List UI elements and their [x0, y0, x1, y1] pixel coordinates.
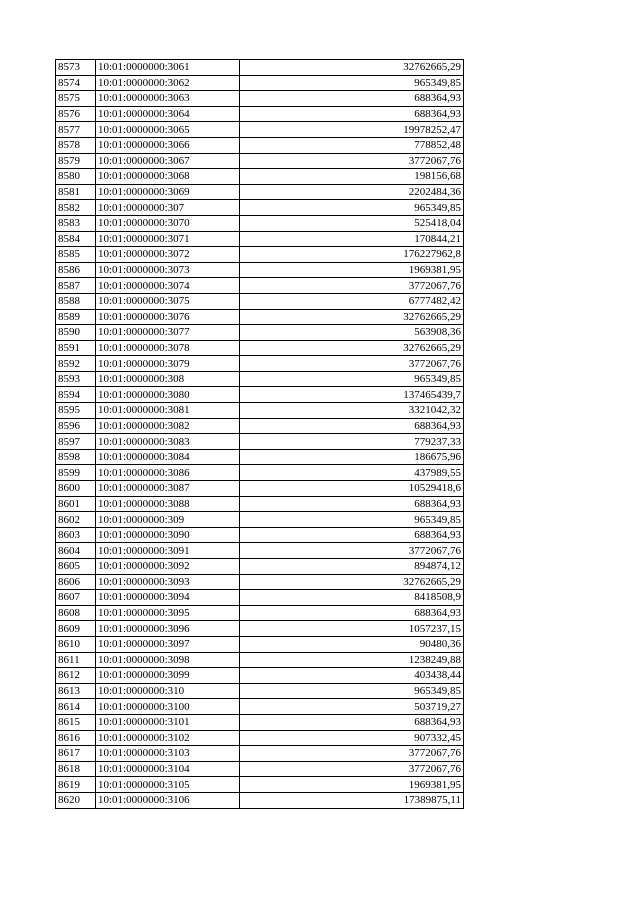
cadastral-number-cell: 10:01:0000000:3065 [96, 122, 240, 138]
cadastral-number-cell: 10:01:0000000:3083 [96, 434, 240, 450]
value-cell: 1969381,95 [240, 777, 464, 793]
row-number-cell: 8592 [56, 356, 96, 372]
value-cell: 3772067,76 [240, 543, 464, 559]
value-cell: 32762665,29 [240, 574, 464, 590]
table-row [56, 122, 464, 138]
table-row [56, 356, 464, 372]
cadastral-number-cell: 10:01:0000000:3063 [96, 91, 240, 107]
cadastral-number-cell: 10:01:0000000:3073 [96, 262, 240, 278]
cadastral-number-cell: 10:01:0000000:3103 [96, 746, 240, 762]
row-number-cell: 8612 [56, 668, 96, 684]
cadastral-number-cell: 10:01:0000000:3100 [96, 699, 240, 715]
row-number-cell: 8596 [56, 418, 96, 434]
value-cell: 17389875,11 [240, 792, 464, 808]
value-cell: 1057237,15 [240, 621, 464, 637]
table-row [56, 262, 464, 278]
cadastral-values-table [55, 59, 464, 809]
value-cell: 6777482,42 [240, 293, 464, 309]
table-row [56, 309, 464, 325]
value-cell: 137465439,7 [240, 387, 464, 403]
table-row [56, 559, 464, 575]
table-body [56, 60, 464, 809]
cadastral-number-cell: 10:01:0000000:3066 [96, 137, 240, 153]
cadastral-number-cell: 10:01:0000000:3079 [96, 356, 240, 372]
table-row [56, 621, 464, 637]
cadastral-number-cell: 10:01:0000000:3075 [96, 293, 240, 309]
table-row [56, 777, 464, 793]
row-number-cell: 8615 [56, 714, 96, 730]
value-cell: 3772067,76 [240, 278, 464, 294]
table-row [56, 247, 464, 263]
row-number-cell: 8619 [56, 777, 96, 793]
value-cell: 2202484,36 [240, 184, 464, 200]
value-cell: 688364,93 [240, 605, 464, 621]
cadastral-number-cell: 10:01:0000000:3098 [96, 652, 240, 668]
table-row [56, 434, 464, 450]
value-cell: 965349,85 [240, 200, 464, 216]
row-number-cell: 8597 [56, 434, 96, 450]
table-row [56, 481, 464, 497]
cadastral-number-cell: 10:01:0000000:307 [96, 200, 240, 216]
value-cell: 965349,85 [240, 683, 464, 699]
value-cell: 688364,93 [240, 527, 464, 543]
cadastral-number-cell: 10:01:0000000:3076 [96, 309, 240, 325]
value-cell: 563908,36 [240, 325, 464, 341]
row-number-cell: 8579 [56, 153, 96, 169]
table-row [56, 371, 464, 387]
table-row [56, 636, 464, 652]
cadastral-number-cell: 10:01:0000000:3069 [96, 184, 240, 200]
value-cell: 894874,12 [240, 559, 464, 575]
cadastral-number-cell: 10:01:0000000:3067 [96, 153, 240, 169]
row-number-cell: 8578 [56, 137, 96, 153]
cadastral-number-cell: 10:01:0000000:310 [96, 683, 240, 699]
value-cell: 32762665,29 [240, 309, 464, 325]
row-number-cell: 8601 [56, 496, 96, 512]
row-number-cell: 8600 [56, 481, 96, 497]
cadastral-number-cell: 10:01:0000000:308 [96, 371, 240, 387]
cadastral-number-cell: 10:01:0000000:3087 [96, 481, 240, 497]
value-cell: 3772067,76 [240, 356, 464, 372]
table-row [56, 169, 464, 185]
row-number-cell: 8586 [56, 262, 96, 278]
value-cell: 779237,33 [240, 434, 464, 450]
table-row [56, 465, 464, 481]
value-cell: 3772067,76 [240, 153, 464, 169]
row-number-cell: 8617 [56, 746, 96, 762]
row-number-cell: 8606 [56, 574, 96, 590]
cadastral-number-cell: 10:01:0000000:3071 [96, 231, 240, 247]
cadastral-number-cell: 10:01:0000000:3106 [96, 792, 240, 808]
row-number-cell: 8598 [56, 449, 96, 465]
value-cell: 1238249,88 [240, 652, 464, 668]
value-cell: 965349,85 [240, 371, 464, 387]
table-row [56, 325, 464, 341]
table-row [56, 184, 464, 200]
value-cell: 3772067,76 [240, 746, 464, 762]
table-row [56, 730, 464, 746]
table-row [56, 387, 464, 403]
row-number-cell: 8610 [56, 636, 96, 652]
row-number-cell: 8599 [56, 465, 96, 481]
row-number-cell: 8589 [56, 309, 96, 325]
row-number-cell: 8588 [56, 293, 96, 309]
row-number-cell: 8618 [56, 761, 96, 777]
value-cell: 1969381,95 [240, 262, 464, 278]
table-row [56, 418, 464, 434]
row-number-cell: 8584 [56, 231, 96, 247]
table-row [56, 512, 464, 528]
value-cell: 688364,93 [240, 418, 464, 434]
value-cell: 437989,55 [240, 465, 464, 481]
table-row [56, 231, 464, 247]
cadastral-number-cell: 10:01:0000000:3096 [96, 621, 240, 637]
table-row [56, 403, 464, 419]
row-number-cell: 8581 [56, 184, 96, 200]
row-number-cell: 8577 [56, 122, 96, 138]
cadastral-number-cell: 10:01:0000000:3082 [96, 418, 240, 434]
cadastral-number-cell: 10:01:0000000:3105 [96, 777, 240, 793]
cadastral-number-cell: 10:01:0000000:309 [96, 512, 240, 528]
table-row [56, 699, 464, 715]
value-cell: 186675,96 [240, 449, 464, 465]
value-cell: 3772067,76 [240, 761, 464, 777]
table-row [56, 792, 464, 808]
row-number-cell: 8587 [56, 278, 96, 294]
value-cell: 965349,85 [240, 75, 464, 91]
row-number-cell: 8580 [56, 169, 96, 185]
row-number-cell: 8613 [56, 683, 96, 699]
table-row [56, 293, 464, 309]
row-number-cell: 8611 [56, 652, 96, 668]
row-number-cell: 8609 [56, 621, 96, 637]
cadastral-number-cell: 10:01:0000000:3097 [96, 636, 240, 652]
value-cell: 688364,93 [240, 714, 464, 730]
cadastral-number-cell: 10:01:0000000:3094 [96, 590, 240, 606]
cadastral-number-cell: 10:01:0000000:3061 [96, 60, 240, 76]
cadastral-number-cell: 10:01:0000000:3088 [96, 496, 240, 512]
row-number-cell: 8594 [56, 387, 96, 403]
row-number-cell: 8602 [56, 512, 96, 528]
table-row [56, 215, 464, 231]
cadastral-number-cell: 10:01:0000000:3070 [96, 215, 240, 231]
cadastral-number-cell: 10:01:0000000:3095 [96, 605, 240, 621]
row-number-cell: 8576 [56, 106, 96, 122]
table-row [56, 340, 464, 356]
value-cell: 688364,93 [240, 106, 464, 122]
cadastral-number-cell: 10:01:0000000:3078 [96, 340, 240, 356]
value-cell: 525418,04 [240, 215, 464, 231]
table-row [56, 543, 464, 559]
value-cell: 176227962,8 [240, 247, 464, 263]
row-number-cell: 8608 [56, 605, 96, 621]
row-number-cell: 8616 [56, 730, 96, 746]
table-row [56, 449, 464, 465]
table-row [56, 153, 464, 169]
cadastral-number-cell: 10:01:0000000:3092 [96, 559, 240, 575]
table-row [56, 106, 464, 122]
value-cell: 170844,21 [240, 231, 464, 247]
table-row [56, 137, 464, 153]
value-cell: 90480,36 [240, 636, 464, 652]
value-cell: 688364,93 [240, 496, 464, 512]
value-cell: 403438,44 [240, 668, 464, 684]
table-row [56, 91, 464, 107]
row-number-cell: 8591 [56, 340, 96, 356]
cadastral-number-cell: 10:01:0000000:3093 [96, 574, 240, 590]
row-number-cell: 8614 [56, 699, 96, 715]
table-row [56, 683, 464, 699]
value-cell: 965349,85 [240, 512, 464, 528]
table-row [56, 574, 464, 590]
table-row [56, 496, 464, 512]
cadastral-number-cell: 10:01:0000000:3077 [96, 325, 240, 341]
row-number-cell: 8575 [56, 91, 96, 107]
table-row [56, 60, 464, 76]
row-number-cell: 8595 [56, 403, 96, 419]
cadastral-number-cell: 10:01:0000000:3072 [96, 247, 240, 263]
cadastral-number-cell: 10:01:0000000:3086 [96, 465, 240, 481]
table-row [56, 75, 464, 91]
table-row [56, 668, 464, 684]
table-row [56, 746, 464, 762]
row-number-cell: 8607 [56, 590, 96, 606]
row-number-cell: 8590 [56, 325, 96, 341]
row-number-cell: 8574 [56, 75, 96, 91]
value-cell: 907332,45 [240, 730, 464, 746]
cadastral-number-cell: 10:01:0000000:3090 [96, 527, 240, 543]
value-cell: 19978252,47 [240, 122, 464, 138]
cadastral-number-cell: 10:01:0000000:3102 [96, 730, 240, 746]
value-cell: 503719,27 [240, 699, 464, 715]
cadastral-number-cell: 10:01:0000000:3081 [96, 403, 240, 419]
value-cell: 3321042,32 [240, 403, 464, 419]
row-number-cell: 8604 [56, 543, 96, 559]
row-number-cell: 8573 [56, 60, 96, 76]
table-row [56, 761, 464, 777]
value-cell: 8418508,9 [240, 590, 464, 606]
value-cell: 688364,93 [240, 91, 464, 107]
table-row [56, 278, 464, 294]
table-row [56, 652, 464, 668]
value-cell: 198156,68 [240, 169, 464, 185]
cadastral-number-cell: 10:01:0000000:3074 [96, 278, 240, 294]
table-row [56, 590, 464, 606]
value-cell: 10529418,6 [240, 481, 464, 497]
cadastral-number-cell: 10:01:0000000:3099 [96, 668, 240, 684]
row-number-cell: 8593 [56, 371, 96, 387]
cadastral-number-cell: 10:01:0000000:3080 [96, 387, 240, 403]
table-row [56, 605, 464, 621]
cadastral-number-cell: 10:01:0000000:3104 [96, 761, 240, 777]
table-row [56, 200, 464, 216]
value-cell: 32762665,29 [240, 340, 464, 356]
cadastral-number-cell: 10:01:0000000:3101 [96, 714, 240, 730]
row-number-cell: 8582 [56, 200, 96, 216]
row-number-cell: 8583 [56, 215, 96, 231]
cadastral-number-cell: 10:01:0000000:3091 [96, 543, 240, 559]
cadastral-number-cell: 10:01:0000000:3084 [96, 449, 240, 465]
row-number-cell: 8605 [56, 559, 96, 575]
cadastral-number-cell: 10:01:0000000:3064 [96, 106, 240, 122]
cadastral-number-cell: 10:01:0000000:3062 [96, 75, 240, 91]
table-row [56, 527, 464, 543]
row-number-cell: 8585 [56, 247, 96, 263]
table-row [56, 714, 464, 730]
value-cell: 32762665,29 [240, 60, 464, 76]
row-number-cell: 8603 [56, 527, 96, 543]
value-cell: 778852,48 [240, 137, 464, 153]
row-number-cell: 8620 [56, 792, 96, 808]
cadastral-number-cell: 10:01:0000000:3068 [96, 169, 240, 185]
